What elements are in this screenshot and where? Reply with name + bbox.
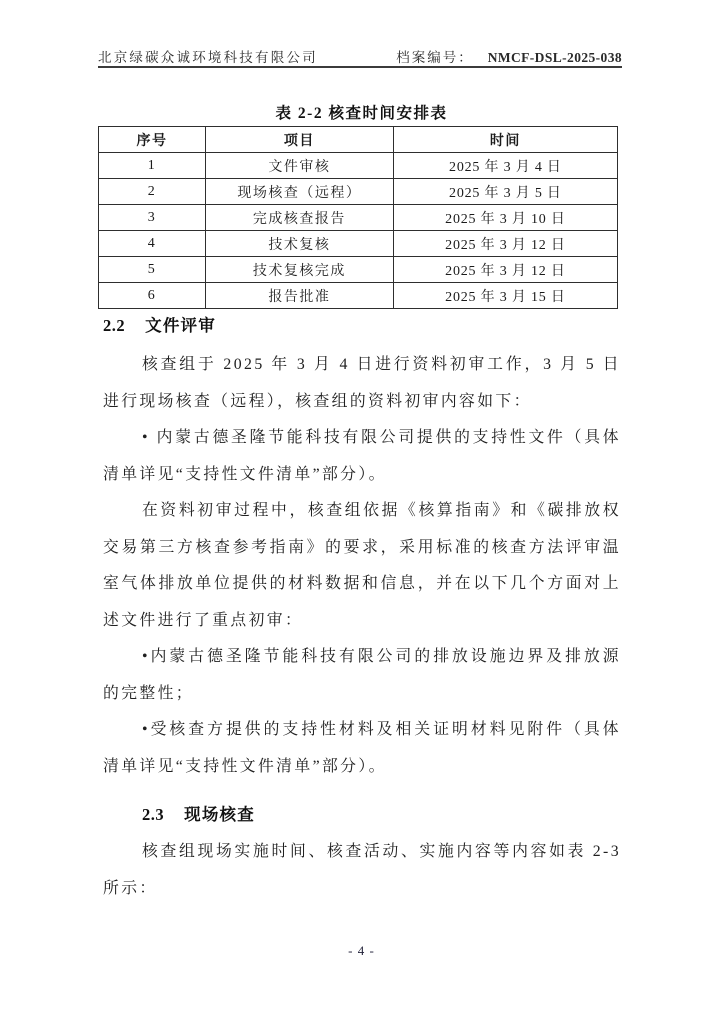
- table-row: [99, 257, 618, 283]
- column-header-item: 项目: [205, 127, 393, 153]
- section-title: 现场核查: [184, 805, 255, 824]
- section-number: 2.2: [103, 316, 126, 335]
- column-header-no: 序号: [99, 127, 206, 153]
- archive-number-label: 档案编号：: [396, 50, 474, 65]
- bullet-item: •内蒙古德圣隆节能科技有限公司的排放设施边界及排放源的完整性；: [103, 648, 621, 702]
- cell-time: 2025 年 3 月 15 日: [393, 283, 617, 309]
- cell-item: 技术复核: [205, 231, 393, 257]
- table-row: [99, 283, 618, 309]
- page-header: [98, 46, 622, 66]
- cell-item: 报告批准: [205, 283, 393, 309]
- section-number: 2.3: [142, 805, 165, 824]
- bullet-item: • 内蒙古德圣隆节能科技有限公司提供的支持性文件（具体清单详见“支持性文件清单”部分）。: [103, 429, 621, 483]
- cell-time: 2025 年 3 月 12 日: [393, 231, 617, 257]
- cell-time: 2025 年 3 月 5 日: [393, 179, 617, 205]
- table-row: [99, 231, 618, 257]
- section-heading-2-3: [142, 801, 621, 825]
- cell-time: 2025 年 3 月 12 日: [393, 257, 617, 283]
- table-caption: 表 2-2 核查时间安排表: [275, 105, 448, 122]
- section-title: 文件评审: [145, 316, 216, 335]
- company-name: 北京绿碳众诚环境科技有限公司: [98, 50, 318, 65]
- cell-item: 现场核查（远程）: [205, 179, 393, 205]
- cell-no: 3: [99, 205, 206, 231]
- table-row: [99, 179, 618, 205]
- page-number: - 4 -: [348, 943, 375, 958]
- table-header-row: [99, 127, 618, 153]
- cell-item: 技术复核完成: [205, 257, 393, 283]
- section-heading-2-2: [103, 312, 621, 336]
- paragraph: 核查组于 2025 年 3 月 4 日进行资料初审工作，3 月 5 日进行现场核查（远程），核查组的资料初审内容如下：: [103, 356, 621, 410]
- bullet-item: •受核查方提供的支持性材料及相关证明材料见附件（具体清单详见“支持性文件清单”部分）。: [103, 721, 621, 775]
- cell-time: 2025 年 3 月 4 日: [393, 153, 617, 179]
- cell-item: 完成核查报告: [205, 205, 393, 231]
- archive-number-value: NMCF-DSL-2025-038: [487, 50, 622, 65]
- cell-no: 2: [99, 179, 206, 205]
- table-row: [99, 205, 618, 231]
- archive-number-block: [396, 46, 622, 66]
- cell-no: 6: [99, 283, 206, 309]
- paragraph: 在资料初审过程中，核查组依据《核算指南》和《碳排放权交易第三方核查参考指南》的要求，采用标准的核查方法评审温室气体排放单位提供的材料数据和信息，并在以下几个方面对上述文件进行了重点初审：: [103, 502, 621, 629]
- cell-no: 5: [99, 257, 206, 283]
- column-header-time: 时间: [393, 127, 617, 153]
- table-row: [99, 153, 618, 179]
- header-divider: [98, 66, 622, 68]
- document-body: [103, 312, 621, 907]
- cell-no: 4: [99, 231, 206, 257]
- schedule-table: [98, 126, 618, 309]
- cell-item: 文件审核: [205, 153, 393, 179]
- cell-time: 2025 年 3 月 10 日: [393, 205, 617, 231]
- cell-no: 1: [99, 153, 206, 179]
- paragraph: 核查组现场实施时间、核查活动、实施内容等内容如表 2-3 所示：: [103, 843, 621, 897]
